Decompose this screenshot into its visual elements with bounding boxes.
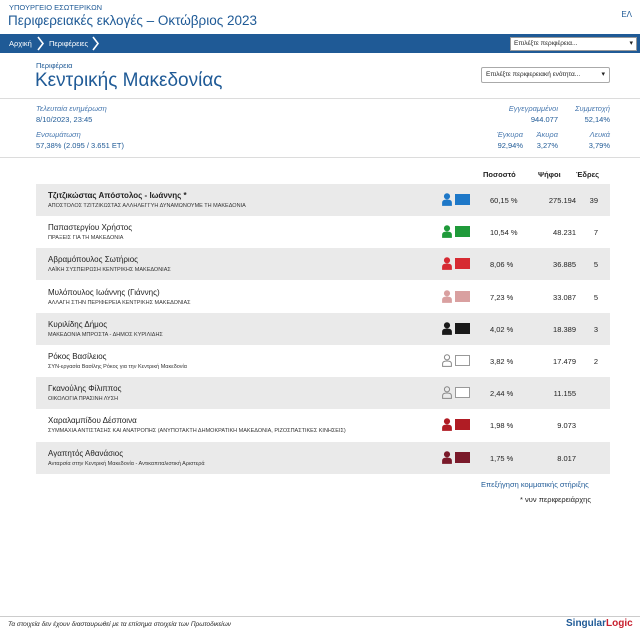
divider xyxy=(0,616,640,617)
region-type-label: Περιφέρεια xyxy=(36,61,73,70)
region-name: Κεντρικής Μακεδονίας xyxy=(35,70,223,91)
invalid-value: 3,27% xyxy=(536,141,558,150)
vote-percent: 10,54 % xyxy=(490,228,518,238)
region-select-value: Επιλέξτε περιφέρεια... xyxy=(514,40,578,47)
vote-count: 17.479 xyxy=(553,357,576,366)
table-row[interactable] xyxy=(36,377,610,409)
candidate-name: Παπαστεργίου Χρήστος xyxy=(48,223,133,233)
table-row[interactable] xyxy=(36,409,610,441)
vote-percent: 7,23 % xyxy=(490,292,514,302)
disclaimer: Τα στοιχεία δεν έχουν διασταυρωθεί με τα επίσημα στοιχεία των Πρωτοδικείων xyxy=(8,621,232,628)
blank-value: 3,79% xyxy=(588,141,610,150)
header-votes: Ψήφοι xyxy=(538,170,561,179)
party-color-swatch xyxy=(455,194,470,205)
valid-label: Έγκυρα xyxy=(496,130,523,139)
region-select[interactable] xyxy=(510,37,637,51)
breadcrumb-home[interactable]: Αρχική xyxy=(9,39,32,48)
chevron-down-icon: ▾ xyxy=(601,71,605,78)
vote-count: 11.155 xyxy=(553,389,576,399)
person-icon xyxy=(442,354,452,367)
seat-count: 39 xyxy=(589,196,598,205)
chevron-down-icon: ▾ xyxy=(629,40,633,47)
vote-percent: 1,75 % xyxy=(490,453,514,463)
candidate-name: Ρόκος Βασίλειος xyxy=(48,352,107,361)
site-title[interactable]: Περιφερειακές εκλογές – Οκτώβριος 2023 xyxy=(8,13,258,28)
seat-count: 7 xyxy=(593,228,598,238)
vote-count: 9.073 xyxy=(557,421,576,431)
person-icon xyxy=(442,418,452,431)
party-name: ΑΛΛΑΓΗ ΣΤΗΝ ΠΕΡΙΦΕΡΕΙΑ ΚΕΝΤΡΙΚΗΣ ΜΑΚΕΔΟΝΙΑΣ xyxy=(48,299,191,306)
party-support-link[interactable]: Επεξήγηση κομματικής στήριξης xyxy=(481,480,589,489)
integration-label: Ενσωμάτωση xyxy=(36,130,81,139)
invalid-label: Άκυρα xyxy=(536,130,558,139)
singular-logic-logo xyxy=(566,618,633,629)
candidate-name: Χαραλαμπίδου Δέσποινα xyxy=(48,416,137,426)
vote-percent: 1,98 % xyxy=(490,421,514,431)
vote-percent: 2,44 % xyxy=(490,389,514,399)
party-color-swatch xyxy=(455,355,470,366)
person-icon xyxy=(442,193,452,206)
person-icon xyxy=(442,257,452,270)
turnout-label: Συμμετοχή xyxy=(574,104,610,113)
table-row[interactable] xyxy=(36,248,610,280)
divider xyxy=(0,157,640,158)
seat-count: 2 xyxy=(593,357,598,366)
candidate-name: Τζιτζικώστας Απόστολος - Ιωάννης * xyxy=(48,191,187,200)
candidate-name: Αγαπητός Αθανάσιος xyxy=(48,448,124,458)
party-name: ΜΑΚΕΔΟΝΙΑ ΜΠΡΟΣΤΑ - ΔΗΜΟΣ ΚΥΡΙΛΙΔΗΣ xyxy=(48,331,163,338)
table-row[interactable] xyxy=(36,216,610,248)
vote-count: 48.231 xyxy=(553,228,576,238)
ministry-label: ΥΠΟΥΡΓΕΙΟ ΕΣΩΤΕΡΙΚΩΝ xyxy=(9,3,103,12)
party-name: ΑΠΟΣΤΟΛΟΣ ΤΖΙΤΖΙΚΩΣΤΑΣ ΑΛΛΗΛΕΓΓΥΗ ΔΥΝΑΜΩΝΟΥΜΕ ΤΗ ΜΑΚΕΔΟΝΙΑ xyxy=(48,203,246,209)
incumbent-footnote: * νυν περιφερειάρχης xyxy=(520,495,591,504)
header-seats: Έδρες xyxy=(576,170,600,179)
person-icon xyxy=(442,225,452,238)
party-name: Ανταρσία στην Κεντρική Μακεδονία - Αντικαπιταλιστική Αριστερά xyxy=(48,460,205,467)
vote-count: 8.017 xyxy=(557,453,576,463)
table-row[interactable] xyxy=(36,442,610,474)
party-name: ΛΑΪΚΗ ΣΥΣΠΕΙΡΩΣΗ ΚΕΝΤΡΙΚΗΣ ΜΑΚΕΔΟΝΙΑΣ xyxy=(48,267,171,274)
integration-value: 57,38% (2.095 / 3.651 ΕΤ) xyxy=(36,141,124,150)
vote-count: 36.885 xyxy=(553,260,576,270)
table-row[interactable] xyxy=(36,345,610,377)
party-color-swatch xyxy=(455,452,470,463)
language-toggle[interactable]: ΕΛ xyxy=(621,10,632,19)
table-row[interactable] xyxy=(36,281,610,313)
party-name: ΠΡΑΞΕΙΣ ΓΙΑ ΤΗ ΜΑΚΕΔΟΝΙΑ xyxy=(48,235,124,242)
table-row[interactable] xyxy=(36,313,610,345)
breadcrumb-bar xyxy=(0,34,640,53)
person-icon xyxy=(442,322,452,335)
registered-label: Εγγεγραμμένοι xyxy=(508,104,558,113)
candidate-name: Αβραμόπουλος Σωτήριος xyxy=(48,255,139,265)
person-icon xyxy=(442,451,452,464)
logo-singular: Singular xyxy=(566,618,607,629)
candidate-name: Γκανούλης Φίλιππος xyxy=(48,384,122,394)
party-color-swatch xyxy=(455,387,470,398)
candidate-name: Κυριλίδης Δήμος xyxy=(48,319,108,329)
seat-count: 3 xyxy=(593,324,598,334)
party-name: ΟΙΚΟΛΟΓΙΑ ΠΡΑΣΙΝΗ ΛΥΣΗ xyxy=(48,396,119,403)
site-header xyxy=(0,0,640,34)
candidate-name: Μυλόπουλος Ιωάννης (Γιάννης) xyxy=(48,287,160,297)
turnout-value: 52,14% xyxy=(584,115,610,124)
header-percent: Ποσοστό xyxy=(483,170,516,179)
vote-count: 33.087 xyxy=(553,292,576,302)
party-color-swatch xyxy=(455,419,470,430)
vote-percent: 60,15 % xyxy=(490,196,518,205)
vote-percent: 3,82 % xyxy=(490,357,514,366)
chevron-right-icon xyxy=(92,36,100,51)
seat-count: 5 xyxy=(593,292,598,302)
last-update-value: 8/10/2023, 23:45 xyxy=(36,115,93,124)
vote-count: 18.389 xyxy=(553,324,576,334)
vote-count: 275.194 xyxy=(548,196,576,205)
party-color-swatch xyxy=(455,291,470,302)
vote-percent: 8,06 % xyxy=(490,260,514,270)
person-icon xyxy=(442,290,452,303)
party-color-swatch xyxy=(455,323,470,334)
regional-unit-select[interactable] xyxy=(481,67,610,83)
regional-unit-select-value: Επιλέξτε περιφερειακή ενότητα... xyxy=(486,71,581,78)
valid-value: 92,94% xyxy=(497,141,523,150)
party-color-swatch xyxy=(455,226,470,237)
party-color-swatch xyxy=(455,258,470,269)
seat-count: 5 xyxy=(593,260,598,270)
party-name: ΣΥΝ-εργασία Βασίλης Ρόκος για την Κεντρική Μακεδονία xyxy=(48,364,187,370)
chevron-right-icon xyxy=(37,36,45,51)
registered-value: 944.077 xyxy=(530,115,558,124)
person-icon xyxy=(442,386,452,399)
blank-label: Λευκά xyxy=(589,130,610,139)
table-row[interactable] xyxy=(36,184,610,216)
logo-logic: Logic xyxy=(606,618,633,629)
last-update-label: Τελευταία ενημέρωση xyxy=(36,104,107,113)
party-name: ΣΥΜΜΑΧΙΑ ΑΝΤΙΣΤΑΣΗΣ ΚΑΙ ΑΝΑΤΡΟΠΗΣ (ΑΝΥΠΟΤΑΚΤΗ ΔΗΜΟΚΡΑΤΙΚΗ ΜΑΚΕΔΟΝΙΑ, ΡΙΖΟΣΠΑΣΤΙΚΕΣ ΚΙΝΗΣΕΙΣ) xyxy=(48,428,346,435)
divider xyxy=(0,98,640,99)
vote-percent: 4,02 % xyxy=(490,324,514,334)
breadcrumb-regions[interactable]: Περιφέρειες xyxy=(49,39,89,48)
